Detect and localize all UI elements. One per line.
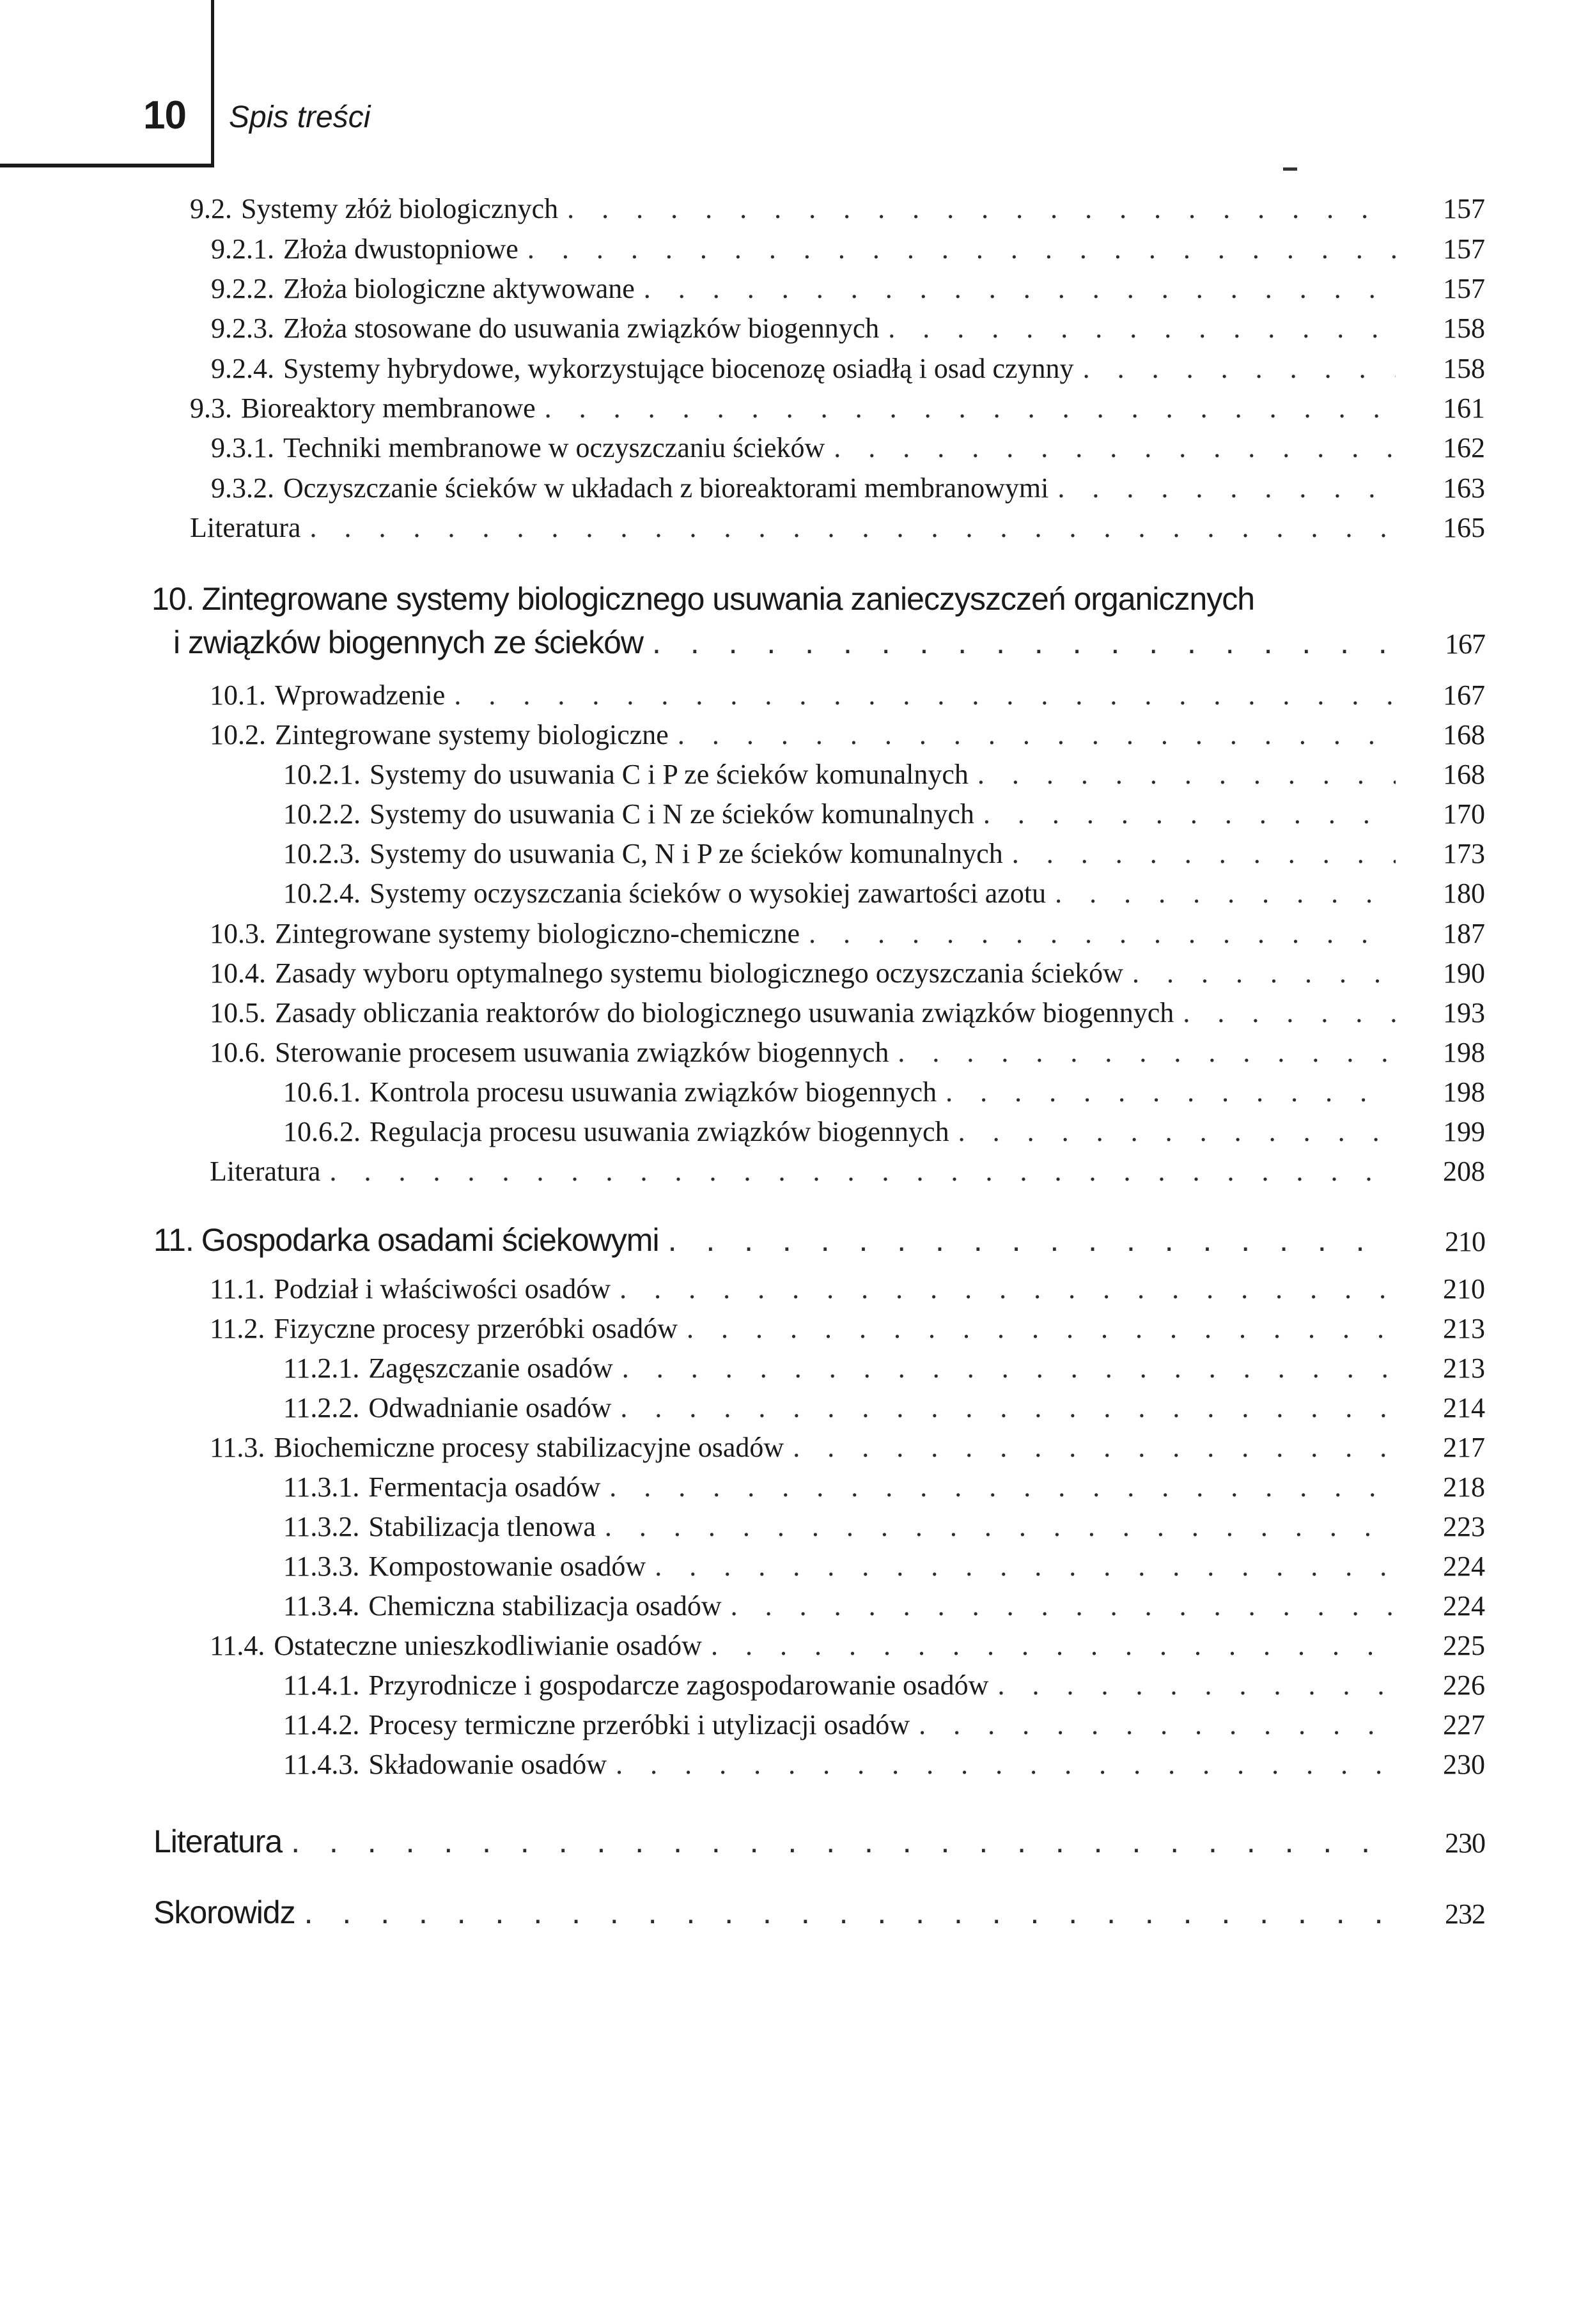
- toc-page: 210: [1443, 1273, 1485, 1305]
- toc-leader: [643, 626, 1396, 658]
- toc-page: 187: [1443, 918, 1485, 949]
- toc-entry: [283, 1394, 1485, 1422]
- toc-number: 10.2.2.: [283, 798, 361, 830]
- toc-title: Zagęszczanie osadów: [368, 1352, 613, 1384]
- toc-leader: [1174, 999, 1396, 1027]
- toc-entry: [283, 1671, 1485, 1700]
- toc-leader: [613, 1354, 1396, 1383]
- toc-page: 208: [1443, 1156, 1485, 1187]
- toc-title: Kompostowanie osadów: [368, 1551, 646, 1582]
- toc-entry: [211, 235, 1485, 263]
- toc-entry: [210, 959, 1485, 988]
- toc-page: 157: [1443, 233, 1485, 265]
- toc-entry: [283, 800, 1485, 828]
- toc-entry: [283, 1078, 1485, 1106]
- chapter-heading-line2: [173, 626, 1485, 658]
- toc-number: 11.4.2.: [283, 1709, 360, 1740]
- toc-leader: [949, 1118, 1396, 1146]
- toc-title: Chemiczna stabilizacja osadów: [368, 1590, 722, 1622]
- toc-entry: [210, 1275, 1485, 1303]
- toc-leader: [1048, 474, 1396, 502]
- toc-title: Systemy złóż biologicznych: [241, 193, 559, 224]
- toc-number: 9.2.4.: [211, 353, 274, 384]
- toc-leader: [988, 1671, 1396, 1700]
- toc-leader: [800, 920, 1396, 948]
- toc-leader: [282, 1825, 1396, 1857]
- toc-number: 11.3.2.: [283, 1511, 360, 1542]
- toc-number: 11.2.1.: [283, 1352, 360, 1384]
- toc-entry: [283, 1592, 1485, 1620]
- toc-page: 180: [1443, 878, 1485, 909]
- toc-leader: [1074, 355, 1396, 383]
- toc-page: 198: [1443, 1076, 1485, 1108]
- toc-leader: [596, 1513, 1396, 1541]
- toc-number: 9.3.2.: [211, 472, 274, 504]
- toc-number: 11.3.1.: [283, 1471, 360, 1503]
- toc-number: 9.2.2.: [211, 273, 274, 304]
- toc-entry: [283, 761, 1485, 789]
- toc-entry: [211, 474, 1485, 502]
- toc-leader: [518, 235, 1396, 263]
- toc-number: 11.3.3.: [283, 1551, 360, 1582]
- toc-entry: [283, 1711, 1485, 1739]
- toc-entry: [283, 840, 1485, 868]
- toc-number: 9.2.: [190, 193, 232, 224]
- toc-page: 223: [1443, 1511, 1485, 1542]
- toc-page: 162: [1443, 432, 1485, 463]
- toc-leader: [1003, 840, 1396, 868]
- toc-leader: [889, 1039, 1396, 1067]
- toc-page: 193: [1443, 997, 1485, 1028]
- toc-leader: [784, 1434, 1396, 1462]
- toc-number: 10.4.: [210, 957, 266, 989]
- chapter-title-line1: Zintegrowane systemy biologicznego usuwania zanieczyszczeń organicznych: [201, 581, 1255, 617]
- toc-leader: [678, 1315, 1396, 1343]
- toc-number: 10.2.: [210, 719, 266, 750]
- toc-number: 11.3.: [210, 1432, 265, 1463]
- toc-title: Systemy do usuwania C, N i P ze ścieków komunalnych: [370, 838, 1003, 869]
- toc-title: Przyrodnicze i gospodarcze zagospodarowanie osadów: [368, 1669, 989, 1701]
- toc-title: Złoża dwustopniowe: [283, 233, 518, 265]
- toc-title: Złoża stosowane do usuwania związków biogennych: [283, 313, 880, 344]
- toc-leader: [635, 275, 1396, 303]
- toc-title: Fermentacja osadów: [368, 1471, 601, 1503]
- toc-page: 218: [1443, 1471, 1485, 1503]
- toc-leader: [611, 1275, 1396, 1303]
- toc-entry: [283, 1118, 1485, 1146]
- toc-entry: [210, 1315, 1485, 1343]
- toc-title: Kontrola procesu usuwania związków biogennych: [370, 1076, 937, 1108]
- toc-title: Ostateczne unieszkodliwianie osadów: [274, 1630, 702, 1661]
- chapter-heading: [152, 583, 1254, 615]
- toc-leader: [600, 1473, 1396, 1501]
- toc-page: 214: [1443, 1392, 1485, 1423]
- toc-title: Techniki membranowe w oczyszczaniu ścieków: [283, 432, 825, 463]
- toc-page: 224: [1443, 1590, 1485, 1622]
- toc-page: 161: [1443, 392, 1485, 424]
- toc-entry: [190, 195, 1485, 223]
- chapter-title: Literatura: [153, 1824, 283, 1859]
- chapter-heading: [153, 1224, 1485, 1256]
- toc-title: Bioreaktory membranowe: [241, 392, 536, 424]
- toc-leader: [300, 514, 1396, 542]
- toc-page: 226: [1443, 1669, 1485, 1701]
- toc-title: Złoża biologiczne aktywowane: [283, 273, 635, 304]
- toc-number: 9.2.3.: [211, 313, 274, 344]
- toc-number: 11.2.2.: [283, 1392, 360, 1423]
- toc-number: 10.5.: [210, 997, 266, 1028]
- toc-number: 9.3.: [190, 392, 232, 424]
- toc-page: 157: [1443, 193, 1485, 224]
- toc-leader: [825, 434, 1396, 462]
- toc-entry: [210, 721, 1485, 749]
- toc-entry: [210, 920, 1485, 948]
- toc-leader: [969, 761, 1396, 789]
- toc-entry: [210, 681, 1485, 709]
- toc-entry: [211, 275, 1485, 303]
- toc-leader: [659, 1224, 1396, 1256]
- toc-entry: [210, 1158, 1485, 1186]
- toc-title: Literatura: [190, 512, 301, 543]
- toc-title: Składowanie osadów: [368, 1749, 607, 1780]
- toc-leader: [702, 1632, 1396, 1660]
- toc-page: 224: [1443, 1551, 1485, 1582]
- toc-entry: [283, 1751, 1485, 1779]
- page-number: 10: [143, 93, 186, 137]
- toc-leader: [320, 1158, 1396, 1186]
- toc-page: 163: [1443, 472, 1485, 504]
- toc-page: 210: [1445, 1226, 1485, 1257]
- toc-page: 170: [1443, 798, 1485, 830]
- toc-entry: [210, 1632, 1485, 1660]
- toc-page: 167: [1445, 628, 1485, 660]
- toc-page: 230: [1445, 1827, 1485, 1859]
- toc-page: 158: [1443, 353, 1485, 384]
- running-title: Spis treści: [229, 100, 371, 134]
- toc-number: 10.3.: [210, 918, 266, 949]
- toc-title: Regulacja procesu usuwania związków biogennych: [370, 1116, 949, 1147]
- toc-page: 167: [1443, 679, 1485, 711]
- toc-page: 213: [1443, 1313, 1485, 1344]
- toc-entry: [283, 1553, 1485, 1581]
- toc-number: 11.4.3.: [283, 1749, 360, 1780]
- toc-page: 168: [1443, 759, 1485, 790]
- toc-leader: [646, 1553, 1396, 1581]
- toc-title: Podział i właściwości osadów: [274, 1273, 611, 1305]
- toc-page: 213: [1443, 1352, 1485, 1384]
- chapter-title: Skorowidz: [153, 1894, 295, 1930]
- toc-number: 11.3.4.: [283, 1590, 360, 1622]
- toc-title: Procesy termiczne przeróbki i utylizacji osadów: [368, 1709, 910, 1740]
- toc-literatura-heading: [153, 1825, 1485, 1857]
- toc-leader: [445, 681, 1396, 709]
- toc-number: 11.2.: [210, 1313, 265, 1344]
- toc-entry: [211, 355, 1485, 383]
- toc-page: 173: [1443, 838, 1485, 869]
- toc-entry: [283, 1513, 1485, 1541]
- toc-number: 9.2.1.: [211, 233, 274, 265]
- toc-leader: [879, 314, 1396, 343]
- chapter-number: 11.: [153, 1222, 194, 1258]
- toc-leader: [974, 800, 1396, 828]
- toc-number: 11.1.: [210, 1273, 265, 1305]
- toc-page: 158: [1443, 313, 1485, 344]
- toc-number: 10.2.4.: [283, 878, 361, 909]
- chapter-title-line2: i związków biogennych ze ścieków: [173, 624, 644, 660]
- toc-title: Odwadnianie osadów: [368, 1392, 612, 1423]
- toc-number: 10.2.3.: [283, 838, 361, 869]
- toc-page: 227: [1443, 1709, 1485, 1740]
- toc-title: Systemy do usuwania C i N ze ścieków komunalnych: [370, 798, 974, 830]
- toc-number: 10.1.: [210, 679, 266, 711]
- toc-leader: [669, 721, 1396, 749]
- chapter-title: Gospodarka osadami ściekowymi: [201, 1222, 659, 1258]
- toc-leader: [558, 195, 1396, 223]
- toc-entry: [190, 514, 1485, 542]
- toc-leader: [1123, 959, 1396, 988]
- toc-leader: [937, 1078, 1396, 1106]
- toc-number: 10.6.2.: [283, 1116, 361, 1147]
- toc-title: Sterowanie procesem usuwania związków biogennych: [275, 1037, 889, 1068]
- chapter-number: 10.: [152, 581, 194, 617]
- toc-title: Wprowadzenie: [275, 679, 446, 711]
- toc-page: 157: [1443, 273, 1485, 304]
- toc-title: Oczyszczanie ścieków w układach z bioreaktorami membranowymi: [283, 472, 1049, 504]
- toc-entry: [211, 434, 1485, 462]
- toc-title: Fizyczne procesy przeróbki osadów: [274, 1313, 678, 1344]
- toc-title: Systemy oczyszczania ścieków o wysokiej zawartości azotu: [370, 878, 1047, 909]
- toc-page: 198: [1443, 1037, 1485, 1068]
- toc-title: Biochemiczne procesy stabilizacyjne osadów: [274, 1432, 784, 1463]
- toc-number: 10.6.: [210, 1037, 266, 1068]
- toc-title: Zintegrowane systemy biologiczne: [275, 719, 669, 750]
- toc-entry: [210, 999, 1485, 1027]
- toc-page: 168: [1443, 719, 1485, 750]
- toc-entry: [210, 1434, 1485, 1462]
- toc-title: Literatura: [210, 1156, 321, 1187]
- toc-title: Stabilizacja tlenowa: [368, 1511, 596, 1542]
- toc-leader: [295, 1896, 1396, 1928]
- toc-page: 232: [1445, 1898, 1485, 1930]
- toc-number: 11.4.: [210, 1630, 265, 1661]
- toc-leader: [1046, 879, 1396, 908]
- toc-title: Systemy do usuwania C i P ze ścieków komunalnych: [370, 759, 969, 790]
- toc-page: 217: [1443, 1432, 1485, 1463]
- toc-page: 165: [1443, 512, 1485, 543]
- toc-entry: [190, 394, 1485, 422]
- toc-index-heading: [153, 1896, 1485, 1928]
- toc-leader: [536, 394, 1396, 422]
- toc-entry: [283, 1473, 1485, 1501]
- toc-number: 11.4.1.: [283, 1669, 360, 1701]
- toc-leader: [910, 1711, 1396, 1739]
- toc-title: Zintegrowane systemy biologiczno-chemiczne: [275, 918, 800, 949]
- toc-entry: [283, 879, 1485, 908]
- toc-number: 10.6.1.: [283, 1076, 361, 1108]
- toc-page: 225: [1443, 1630, 1485, 1661]
- toc-number: 9.3.1.: [211, 432, 274, 463]
- toc-page: 199: [1443, 1116, 1485, 1147]
- toc-title: Systemy hybrydowe, wykorzystujące biocenozę osiadłą i osad czynny: [283, 353, 1074, 384]
- toc-leader: [611, 1394, 1396, 1422]
- toc-page: 190: [1443, 957, 1485, 989]
- toc-title: Zasady wyboru optymalnego systemu biologicznego oczyszczania ścieków: [275, 957, 1123, 989]
- toc-entry: [283, 1354, 1485, 1383]
- toc-leader: [607, 1751, 1396, 1779]
- toc-title: Zasady obliczania reaktorów do biologicznego usuwania związków biogennych: [275, 997, 1174, 1028]
- toc-entry: [211, 314, 1485, 343]
- toc-number: 10.2.1.: [283, 759, 361, 790]
- toc-entry: [210, 1039, 1485, 1067]
- toc-page: 230: [1443, 1749, 1485, 1780]
- toc-leader: [722, 1592, 1396, 1620]
